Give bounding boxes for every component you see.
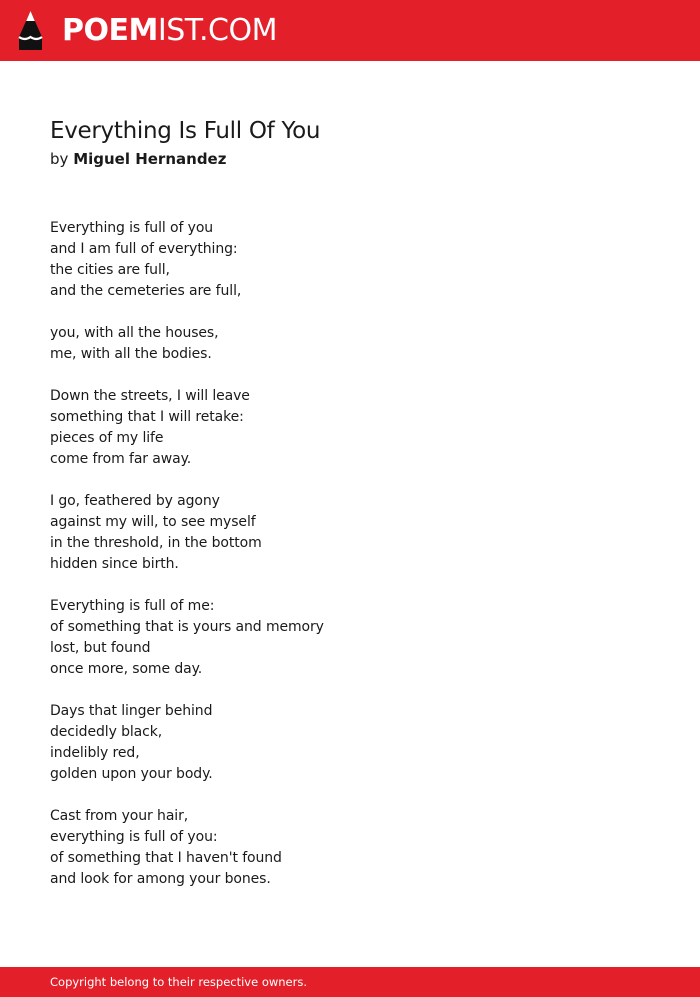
poem-author: Miguel Hernandez bbox=[73, 150, 227, 168]
poem-line: and I am full of everything: bbox=[50, 241, 238, 257]
copyright-notice: Copyright belong to their respective owners. bbox=[50, 975, 308, 989]
poem-line: everything is full of you: bbox=[50, 829, 218, 845]
poem-line: lost, but found bbox=[50, 640, 151, 656]
poem-line: once more, some day. bbox=[50, 661, 203, 677]
poem-line: decidedly black, bbox=[50, 724, 163, 740]
poem-line: Everything is full of me: bbox=[50, 598, 215, 614]
stanza-3 bbox=[50, 386, 610, 470]
poem-line: indelibly red, bbox=[50, 745, 140, 761]
poem-line: and the cemeteries are full, bbox=[50, 283, 242, 299]
poem-line: against my will, to see myself bbox=[50, 514, 256, 530]
poem-line: of something that is yours and memory bbox=[50, 619, 324, 635]
site-logo[interactable] bbox=[62, 13, 277, 49]
poem-line: I go, feathered by agony bbox=[50, 493, 220, 509]
poem-title: Everything Is Full Of You bbox=[50, 118, 321, 144]
site-footer bbox=[0, 967, 700, 997]
poem-line: hidden since birth. bbox=[50, 556, 179, 572]
logo-brand-light: IST.COM bbox=[157, 13, 277, 48]
poem-line: Days that linger behind bbox=[50, 703, 213, 719]
pencil-tip-icon[interactable] bbox=[17, 10, 44, 51]
byline-by-label: by bbox=[50, 150, 69, 168]
logo-brand-bold: POEM bbox=[62, 13, 158, 48]
stanza-6 bbox=[50, 701, 610, 785]
poem-line: Everything is full of you bbox=[50, 220, 214, 236]
stanza-1 bbox=[50, 218, 610, 302]
stanza-7 bbox=[50, 806, 610, 890]
poem-line: me, with all the bodies. bbox=[50, 346, 212, 362]
stanza-2 bbox=[50, 323, 610, 365]
stanza-4 bbox=[50, 491, 610, 575]
stanza-5 bbox=[50, 596, 610, 680]
poem-line: you, with all the houses, bbox=[50, 325, 219, 341]
poem-line: pieces of my life bbox=[50, 430, 164, 446]
poem-line: Cast from your hair, bbox=[50, 808, 189, 824]
poem-line: of something that I haven't found bbox=[50, 850, 282, 866]
poem-byline bbox=[50, 148, 226, 170]
poem-line: and look for among your bones. bbox=[50, 871, 271, 887]
poem-line: Down the streets, I will leave bbox=[50, 388, 250, 404]
poem-line: golden upon your body. bbox=[50, 766, 213, 782]
poem-line: something that I will retake: bbox=[50, 409, 244, 425]
poem-body bbox=[50, 218, 610, 911]
poem-line: in the threshold, in the bottom bbox=[50, 535, 262, 551]
site-header bbox=[0, 0, 700, 61]
poem-line: the cities are full, bbox=[50, 262, 170, 278]
poem-line: come from far away. bbox=[50, 451, 192, 467]
